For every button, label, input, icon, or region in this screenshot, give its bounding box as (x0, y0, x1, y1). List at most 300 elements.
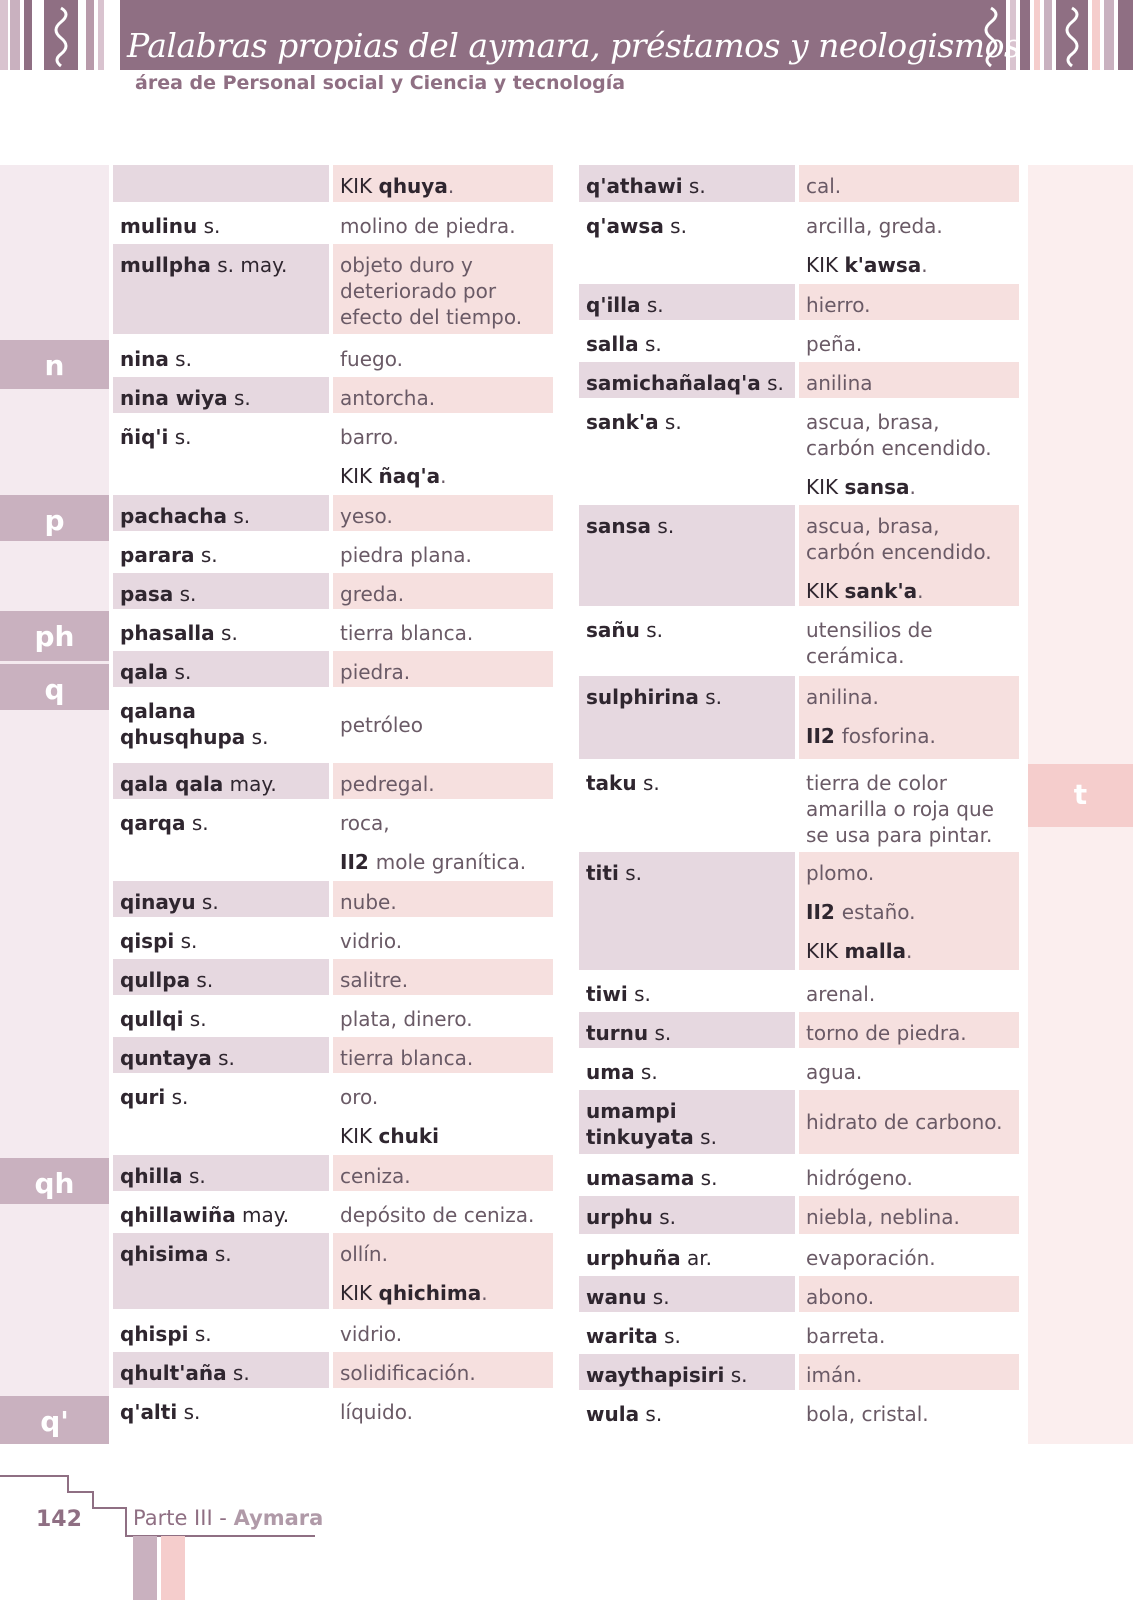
definition-punct: . (921, 253, 928, 277)
headword-cell (579, 973, 795, 1009)
headword-cell (113, 998, 329, 1034)
part-of-speech: s. (640, 293, 664, 317)
part-of-speech: s. (197, 214, 221, 238)
headword: qispi (120, 929, 175, 953)
part-of-speech: s. (182, 1164, 206, 1188)
definition-cell (333, 959, 553, 995)
headword: qhispi (120, 1322, 189, 1346)
headword: turnu (586, 1021, 649, 1045)
headword: nina (120, 347, 169, 371)
part-of-speech: s. (652, 1205, 677, 1229)
definition-text: mole granítica. (375, 850, 527, 874)
definition-cell (333, 998, 553, 1034)
definition-line (806, 1362, 1012, 1388)
definition-text: antorcha. (340, 386, 436, 410)
definition-cell (333, 651, 553, 687)
cross-reference-tag: KIK (806, 939, 845, 963)
cross-reference-word: qhuya (378, 174, 448, 198)
headword-cell (579, 1354, 795, 1390)
headword: sank'a (586, 410, 659, 434)
headword-cell (113, 959, 329, 995)
definition-cell (333, 416, 553, 491)
part-of-speech: s. (724, 1363, 748, 1387)
headword: quntaya (120, 1046, 212, 1070)
headword-cell (113, 612, 329, 648)
definition-cell (799, 1276, 1019, 1312)
headword: qarqa (120, 811, 186, 835)
definition-text: líquido. (340, 1400, 413, 1424)
definition-line (340, 620, 546, 646)
footer-frame-line (0, 1475, 68, 1477)
definition-text: hidrógeno. (806, 1166, 913, 1190)
part-text: Parte III - (133, 1506, 234, 1530)
letter-tab: q' (0, 1396, 109, 1444)
part-of-speech: s. (168, 347, 192, 371)
headword-cell (579, 1012, 795, 1048)
definition-line (806, 617, 1012, 669)
part-of-speech: s. (177, 1400, 201, 1424)
definition-line (806, 1323, 1012, 1349)
headword-cell (579, 1196, 795, 1234)
part-of-speech: s. (627, 982, 651, 1006)
headword: samichañalaq'a (586, 371, 761, 395)
definition-cell (333, 573, 553, 609)
part-of-speech: s. (618, 861, 642, 885)
definition-line (806, 1059, 1012, 1085)
headword-cell (113, 338, 329, 374)
definition-cell (799, 323, 1019, 359)
headword: salla (586, 332, 639, 356)
headword-cell (579, 401, 795, 502)
headword: sansa (586, 514, 652, 538)
definition-line (340, 1241, 546, 1267)
definition-line (340, 1006, 546, 1032)
definition-line (806, 409, 1012, 461)
headword-cell (579, 505, 795, 606)
definition-cell (333, 690, 553, 760)
definition-line (806, 213, 1012, 239)
definition-line (340, 1321, 546, 1347)
headword: qhisima (120, 1242, 209, 1266)
definition-line (340, 346, 546, 372)
part-language: Aymara (233, 1506, 324, 1530)
definition-text: tierra de color amarilla o roja que se usa para pintar. (806, 771, 994, 847)
definition-cell (799, 284, 1019, 320)
headword-cell (113, 1313, 329, 1349)
headword-cell (579, 362, 795, 398)
headword-cell (113, 165, 329, 202)
part-of-speech: s. (214, 621, 238, 645)
headword-cell (113, 651, 329, 687)
headword-cell (579, 1315, 795, 1351)
part-of-speech: s. (648, 1021, 672, 1045)
part-of-speech: s. (682, 174, 706, 198)
definition-line (806, 292, 1012, 318)
part-of-speech: may. (235, 1203, 290, 1227)
definition-line (806, 331, 1012, 357)
cross-reference-word: chuki (378, 1124, 439, 1148)
definition-cell (799, 609, 1019, 673)
letter-tab: ph (0, 611, 109, 661)
part-of-speech: s. (208, 1242, 232, 1266)
definition-text: imán. (806, 1363, 863, 1387)
definition-punct: . (481, 1281, 488, 1305)
cross-reference-tag: KIK (806, 475, 845, 499)
part-of-speech: s. (636, 771, 660, 795)
definition-text: ollín. (340, 1242, 388, 1266)
definition-line (806, 860, 1012, 886)
headword: qinayu (120, 890, 196, 914)
headword: sañu (586, 618, 640, 642)
cross-reference-tag: II2 (806, 900, 842, 924)
definition-cell (333, 1313, 553, 1349)
cross-reference-word: ñaq'a (378, 464, 441, 488)
definition-line (340, 849, 546, 875)
definition-text: cal. (806, 174, 842, 198)
definition-punct: . (447, 174, 455, 198)
definition-cell (333, 244, 553, 334)
definition-cell (799, 1354, 1019, 1390)
headword: q'athawi (586, 174, 683, 198)
part-of-speech: s. (183, 1007, 207, 1031)
definition-text: molino de piedra. (340, 214, 516, 238)
headword-cell (579, 205, 795, 280)
definition-line (806, 1204, 1012, 1230)
definition-text: torno de piedra. (806, 1021, 967, 1045)
definition-cell (799, 973, 1019, 1009)
definition-line (340, 463, 546, 489)
definition-line (340, 385, 546, 411)
headword: urphu (586, 1205, 653, 1229)
headword: nina wiya (120, 386, 228, 410)
definition-line (806, 1165, 1012, 1191)
cross-reference-tag: KIK (340, 464, 379, 488)
definition-text: agua. (806, 1060, 863, 1084)
cross-reference-tag: KIK (340, 1281, 379, 1305)
definition-text: oro. (340, 1085, 379, 1109)
cross-reference-tag: KIK (806, 579, 845, 603)
headword: qullqi (120, 1007, 184, 1031)
headword: pachacha (120, 504, 227, 528)
headword: sulphirina (586, 685, 699, 709)
definition-line (806, 981, 1012, 1007)
definition-line (806, 1020, 1012, 1046)
definition-line (340, 810, 546, 836)
definition-cell (799, 205, 1019, 280)
part-of-speech: s. (245, 725, 269, 749)
definition-text: peña. (806, 332, 863, 356)
part-of-speech: s. (694, 1166, 718, 1190)
headword: phasalla (120, 621, 215, 645)
definition-cell (799, 362, 1019, 398)
definition-line (340, 771, 546, 797)
definition-line (340, 1163, 546, 1189)
definition-line (340, 1360, 546, 1386)
part-of-speech: may. (223, 772, 277, 796)
headword-cell (113, 1391, 329, 1441)
definition-cell (333, 377, 553, 413)
definition-text: piedra plana. (340, 543, 472, 567)
cross-reference-tag: KIK (340, 1124, 379, 1148)
headword: qullpa (120, 968, 191, 992)
headword: wula (586, 1402, 640, 1426)
definition-text: fuego. (340, 347, 403, 371)
definition-text: arenal. (806, 982, 876, 1006)
headword: quri (120, 1085, 166, 1109)
part-of-speech: s. (227, 386, 251, 410)
headword-cell (579, 762, 795, 849)
part-of-speech: s. (634, 1060, 658, 1084)
definition-text: vidrio. (340, 1322, 403, 1346)
definition-cell (333, 802, 553, 877)
definition-punct: . (440, 464, 447, 488)
definition-text: depósito de ceniza. (340, 1203, 535, 1227)
definition-text: hierro. (806, 293, 871, 317)
headword: ñiq'i (120, 425, 169, 449)
headword: wanu (586, 1285, 647, 1309)
page-subtitle: área de Personal social y Ciencia y tecnología (135, 72, 626, 94)
definition-text: roca, (340, 811, 390, 835)
footer-bar (161, 1536, 185, 1600)
part-of-speech: s. (188, 1322, 212, 1346)
headword-cell (579, 1051, 795, 1087)
definition-cell (799, 1315, 1019, 1351)
headword: qalana qhusqhupa (120, 699, 246, 749)
headword-cell (579, 1237, 795, 1273)
definition-cell (799, 852, 1019, 970)
headword: waythapisiri (586, 1363, 725, 1387)
definition-line (340, 581, 546, 607)
definition-line (806, 474, 1012, 500)
definition-cell (333, 534, 553, 570)
definition-line (340, 1399, 546, 1425)
headword: urphuña (586, 1246, 681, 1270)
cross-reference-word: qhichima (378, 1281, 482, 1305)
definition-text: barreta. (806, 1324, 886, 1348)
definition-cell (333, 1233, 553, 1309)
definition-cell (799, 401, 1019, 502)
definition-line (806, 370, 1012, 396)
definition-line (340, 1280, 546, 1306)
cross-reference-tag: KIK (806, 253, 845, 277)
definition-cell (333, 338, 553, 374)
headword-cell (113, 416, 329, 491)
definition-line (340, 889, 546, 915)
part-of-speech: ar. (680, 1246, 712, 1270)
cross-reference-tag: II2 (806, 724, 842, 748)
definition-text: yeso. (340, 504, 393, 528)
definition-cell (799, 1157, 1019, 1193)
definition-line (340, 503, 546, 529)
definition-cell (333, 612, 553, 648)
definition-text: estaño. (841, 900, 916, 924)
headword-cell (113, 495, 329, 531)
definition-cell (333, 1155, 553, 1191)
part-of-speech: s. (698, 685, 723, 709)
part-of-speech: s. (195, 890, 219, 914)
headword: qala (120, 660, 169, 684)
footer-bar (133, 1536, 157, 1600)
definition-text: abono. (806, 1285, 875, 1309)
definition-line (806, 1401, 1012, 1427)
cross-reference-tag: KIK (340, 174, 379, 198)
headword: q'alti (120, 1400, 178, 1424)
part-label (133, 1506, 323, 1530)
definition-line (806, 1109, 1012, 1135)
definition-text: ascua, brasa, carbón encendido. (806, 410, 992, 460)
definition-text: fosforina. (841, 724, 936, 748)
part-of-speech: s. (185, 811, 209, 835)
part-of-speech: s. (639, 1402, 663, 1426)
headword: q'awsa (586, 214, 664, 238)
headword: titi (586, 861, 619, 885)
headword-cell (113, 205, 329, 241)
headword-cell (579, 1276, 795, 1312)
headword-cell (579, 852, 795, 970)
headword-cell (579, 284, 795, 320)
definition-line (340, 252, 546, 330)
headword-cell (113, 802, 329, 877)
headword-cell (113, 573, 329, 609)
definition-line (340, 928, 546, 954)
letter-tab: q (0, 664, 109, 710)
definition-line (340, 173, 546, 199)
headword: qhilla (120, 1164, 183, 1188)
definition-line (340, 1084, 546, 1110)
definition-line (340, 967, 546, 993)
part-of-speech: s. (760, 371, 784, 395)
definition-text: anilina. (806, 685, 879, 709)
headword-cell (579, 1157, 795, 1193)
headword: qhillawiña (120, 1203, 236, 1227)
definition-text: greda. (340, 582, 405, 606)
headword-cell (113, 763, 329, 799)
definition-text: vidrio. (340, 929, 403, 953)
part-of-speech: s. (173, 582, 197, 606)
headword-cell (113, 244, 329, 334)
part-of-speech: s. (663, 214, 687, 238)
headword-cell (113, 534, 329, 570)
definition-line (806, 513, 1012, 565)
headword-cell (579, 1393, 795, 1441)
definition-line (806, 723, 1012, 749)
definition-text: plata, dinero. (340, 1007, 473, 1031)
definition-cell (333, 1037, 553, 1073)
headword-cell (113, 881, 329, 917)
part-of-speech: s. (638, 332, 662, 356)
part-of-speech: s. (226, 1361, 250, 1385)
definition-line (340, 1045, 546, 1071)
definition-cell (333, 1194, 553, 1230)
headword: umampi tinkuyata (586, 1099, 694, 1149)
headword-cell (113, 1037, 329, 1073)
definition-cell (333, 165, 553, 202)
definition-cell (799, 676, 1019, 759)
definition-line (340, 424, 546, 450)
headword: warita (586, 1324, 658, 1348)
headword: uma (586, 1060, 635, 1084)
definition-cell (799, 165, 1019, 202)
definition-text: anilina (806, 371, 873, 395)
definition-line (806, 252, 1012, 278)
part-of-speech: s. (174, 929, 198, 953)
definition-cell (799, 1237, 1019, 1273)
footer-frame-line (67, 1491, 93, 1493)
definition-cell (333, 1352, 553, 1388)
definition-cell (799, 505, 1019, 606)
headword: mullpha (120, 253, 211, 277)
definition-cell (799, 1196, 1019, 1234)
footer-frame-line (92, 1507, 126, 1509)
headword-cell (113, 377, 329, 413)
headword-cell (113, 1076, 329, 1151)
headword-cell (579, 676, 795, 759)
definition-text: hidrato de carbono. (806, 1110, 1003, 1134)
definition-line (340, 1123, 546, 1149)
header-decoration-left (0, 0, 120, 70)
definition-text: tierra blanca. (340, 1046, 474, 1070)
part-of-speech: s. (227, 504, 251, 528)
definition-line (340, 712, 546, 738)
page-title: Palabras propias del aymara, préstamos y neologismos (127, 26, 1021, 65)
footer-frame-line (125, 1507, 127, 1537)
part-of-speech: s. (693, 1125, 717, 1149)
part-of-speech: s. (168, 425, 192, 449)
definition-text: petróleo (340, 713, 423, 737)
headword-cell (113, 920, 329, 956)
definition-punct: . (906, 939, 913, 963)
definition-cell (333, 495, 553, 531)
part-of-speech: s. (658, 410, 682, 434)
definition-cell (799, 1393, 1019, 1441)
definition-text: plomo. (806, 861, 875, 885)
headword: taku (586, 771, 637, 795)
definition-cell (799, 762, 1019, 849)
part-of-speech: s. (639, 618, 664, 642)
letter-tab: qh (0, 1158, 109, 1204)
headword-cell (579, 323, 795, 359)
definition-punct: . (909, 475, 916, 499)
definition-text: tierra blanca. (340, 621, 474, 645)
headword: parara (120, 543, 195, 567)
letter-tab: n (0, 340, 109, 389)
headword: pasa (120, 582, 174, 606)
definition-line (806, 173, 1012, 199)
definition-line (340, 213, 546, 239)
definition-line (806, 770, 1012, 848)
definition-cell (333, 1391, 553, 1441)
cross-reference-tag: II2 (340, 850, 376, 874)
definition-text: piedra. (340, 660, 411, 684)
page-number: 142 (36, 1507, 82, 1532)
headword-cell (579, 165, 795, 202)
definition-cell (333, 881, 553, 917)
headword-cell (113, 690, 329, 760)
definition-text: ascua, brasa, carbón encendido. (806, 514, 992, 564)
part-of-speech: s. (194, 543, 218, 567)
letter-tab: t (1028, 764, 1133, 827)
part-of-speech: s. (657, 1324, 681, 1348)
definition-text: bola, cristal. (806, 1402, 929, 1426)
definition-cell (333, 763, 553, 799)
headword: umasama (586, 1166, 695, 1190)
definition-text: utensilios de cerámica. (806, 618, 933, 668)
definition-text: barro. (340, 425, 399, 449)
definition-line (340, 542, 546, 568)
definition-line (806, 1284, 1012, 1310)
headword-cell (579, 609, 795, 673)
definition-line (806, 1245, 1012, 1271)
